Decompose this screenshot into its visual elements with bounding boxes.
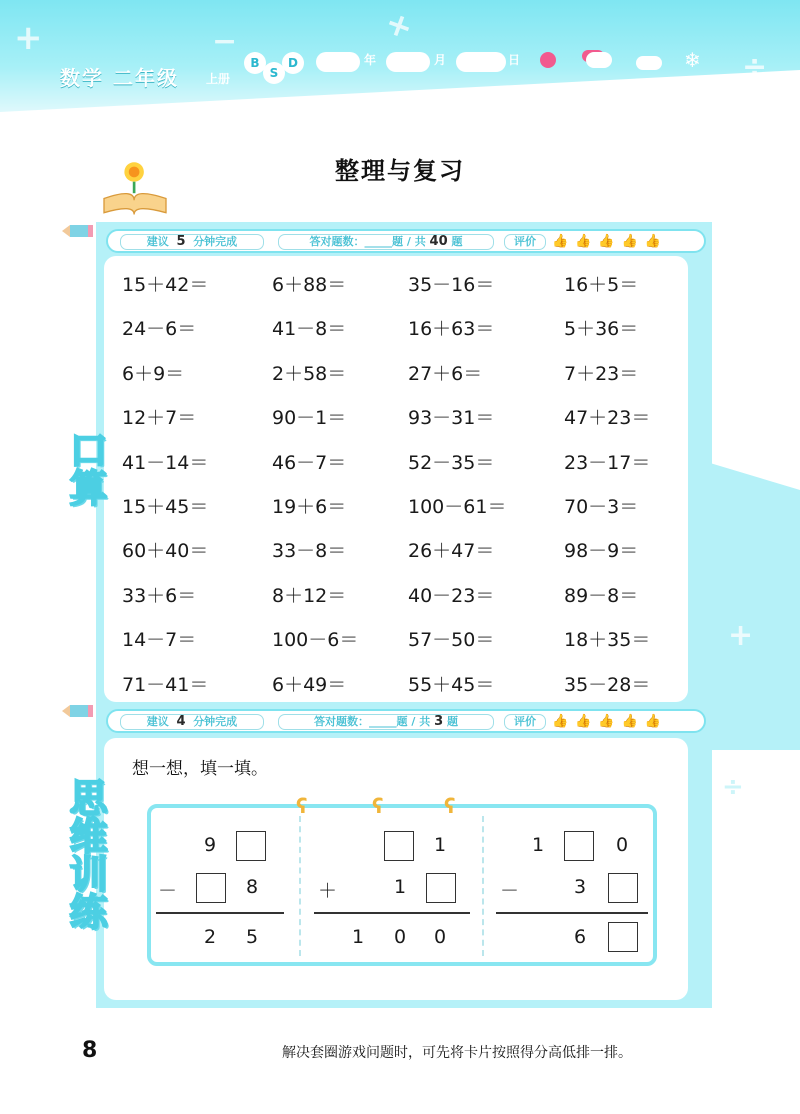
puzzle2-rule [314,912,470,914]
rating-label: 评价 [514,715,536,728]
thinking-title-text: 思维训练 [63,778,107,930]
oral-problem: 26＋47＝ [408,540,495,562]
minutes-suffix: 分钟完成 [193,235,238,248]
oral-problem: 6＋88＝ [272,274,347,296]
day-label: 日 [508,53,521,67]
puzzle3-blank-top[interactable] [564,831,594,861]
total-prefix: 题 / 共 [396,715,431,728]
puzzle1-mid-digit: 8 [246,876,259,898]
month-label: 月 [434,53,447,67]
total-suffix: 题 [451,235,463,248]
oral-problem: 70－3＝ [564,496,639,518]
thumbs-up-rating-icons[interactable]: 👍👍👍👍👍 [552,234,668,249]
oral-problem: 90－1＝ [272,407,347,429]
thinking-title [62,778,106,930]
puzzle2-top-digit: 1 [434,834,447,856]
oral-problem: 98－9＝ [564,540,639,562]
oral-problem: 71－41＝ [122,674,209,696]
puzzle2-answer-ones: 0 [434,926,447,948]
oral-problem: 41－8＝ [272,318,347,340]
puzzle3-operator: － [500,880,520,902]
divider [482,816,484,956]
divide-decoration-icon: ÷ [722,772,744,802]
badge-d: D [282,52,304,74]
puzzle3-rule [496,912,648,914]
year-field[interactable] [316,52,360,72]
puzzle1-top-digit: 9 [204,834,217,856]
rating-label-box [504,714,546,730]
oral-problem: 89－8＝ [564,585,639,607]
correct-count [278,234,494,250]
total-count: 3 [434,714,444,729]
oral-problem: 6＋9＝ [122,363,185,385]
oral-problem: 23－17＝ [564,452,651,474]
suggest-label: 建议 [146,235,169,248]
sun-icon[interactable] [540,52,556,68]
divide-decoration-icon: ÷ [742,50,768,85]
oral-problem: 15＋42＝ [122,274,209,296]
puzzle2-mid-digit: 1 [394,876,407,898]
total-count: 40 [429,234,448,249]
puzzle1-operator: － [158,880,178,902]
oral-problem: 6＋49＝ [272,674,347,696]
suggest-minutes: 5 [176,234,186,249]
oral-problem: 100－61＝ [408,496,507,518]
correct-blank[interactable]: _____ [364,235,393,248]
total-suffix: 题 [446,715,458,728]
pencil-icon [62,704,94,718]
puzzle1-answer-tens: 2 [204,926,217,948]
oral-problem: 33＋6＝ [122,585,197,607]
suggest-time [120,714,264,730]
suggest-time [120,234,264,250]
oral-problem: 14－7＝ [122,629,197,651]
rating-label-box [504,234,546,250]
oral-calc-title-text: 口算 [63,430,107,506]
rating-label: 评价 [514,235,536,248]
puzzle1-rule [156,912,284,914]
suggest-minutes: 4 [176,714,186,729]
puzzle2-operator: ＋ [318,880,338,902]
oral-problem: 35－28＝ [564,674,651,696]
oral-problem: 24－6＝ [122,318,197,340]
oral-problem: 93－31＝ [408,407,495,429]
oral-problem: 57－50＝ [408,629,495,651]
oral-problem: 16＋5＝ [564,274,639,296]
minutes-suffix: 分钟完成 [193,715,238,728]
correct-count [278,714,494,730]
correct-blank[interactable]: _____ [369,715,397,728]
oral-problem: 15＋45＝ [122,496,209,518]
oral-calc-title [62,430,106,506]
oral-problem: 40－23＝ [408,585,495,607]
plus-decoration-icon: + [380,2,419,48]
oral-problem: 55＋45＝ [408,674,495,696]
drill-info-bar [106,229,706,253]
clip-icon: ʕ [296,794,308,818]
suggest-label: 建议 [146,715,169,728]
oral-problem: 2＋58＝ [272,363,347,385]
badge-b: B [244,52,266,74]
oral-problem: 8＋12＝ [272,585,347,607]
oral-problem: 5＋36＝ [564,318,639,340]
day-field[interactable] [456,52,506,72]
minus-decoration-icon: − [212,24,238,59]
puzzle1-blank-top[interactable] [236,831,266,861]
page-title: 整理与复习 [335,157,465,185]
badge-s: S [263,62,285,84]
total-prefix: 题 / 共 [392,235,426,248]
right-decoration [700,460,800,750]
oral-problem: 41－14＝ [122,452,209,474]
oral-problem: 60＋40＝ [122,540,209,562]
divider [299,816,301,956]
clip-icon: ʕ [372,794,384,818]
cloud-icon[interactable] [586,52,612,68]
clip-icon: ʕ [444,794,456,818]
oral-problem: 100－6＝ [272,629,359,651]
puzzle3-answer-tens: 6 [574,926,587,948]
subject-label: 数学 二年级 [60,66,179,90]
year-label: 年 [364,53,377,67]
pencil-icon [62,224,94,238]
oral-problem: 27＋6＝ [408,363,483,385]
month-field[interactable] [386,52,430,72]
correct-label: 答对题数： [314,715,370,728]
oral-problem: 19＋6＝ [272,496,347,518]
rain-icon[interactable] [636,56,662,70]
oral-problem: 52－35＝ [408,452,495,474]
puzzle3-top-hundreds: 1 [532,834,545,856]
puzzle3-blank-answer[interactable] [608,922,638,952]
puzzle2-blank-top[interactable] [384,831,414,861]
snow-icon[interactable]: ❄ [684,48,701,72]
instruction-text: 想一想，填一填。 [132,759,268,779]
puzzle1-answer-ones: 5 [246,926,259,948]
puzzle2-blank-mid[interactable] [426,873,456,903]
oral-problem: 12＋7＝ [122,407,197,429]
puzzle3-mid-digit: 3 [574,876,587,898]
puzzle2-answer-tens: 0 [394,926,407,948]
puzzle1-blank-mid[interactable] [196,873,226,903]
oral-problem: 47＋23＝ [564,407,651,429]
oral-problem: 7＋23＝ [564,363,639,385]
oral-problem: 33－8＝ [272,540,347,562]
plus-decoration-icon: + [14,18,43,58]
page-number: 8 [82,1038,98,1063]
oral-problem: 18＋35＝ [564,629,651,651]
oral-problem: 16＋63＝ [408,318,495,340]
puzzle2-answer-hundreds: 1 [352,926,365,948]
puzzle3-top-ones: 0 [616,834,629,856]
footer-tip: 解决套圈游戏问题时，可先将卡片按照得分高低排一排。 [282,1045,632,1061]
puzzle3-blank-mid[interactable] [608,873,638,903]
oral-problem: 35－16＝ [408,274,495,296]
thumbs-up-rating-icons[interactable]: 👍👍👍👍👍 [552,714,668,729]
correct-label: 答对题数： [309,235,365,248]
oral-problem: 46－7＝ [272,452,347,474]
plus-decoration-icon: + [728,618,754,653]
think-info-bar [106,709,706,733]
volume-label: 上册 [206,72,231,86]
